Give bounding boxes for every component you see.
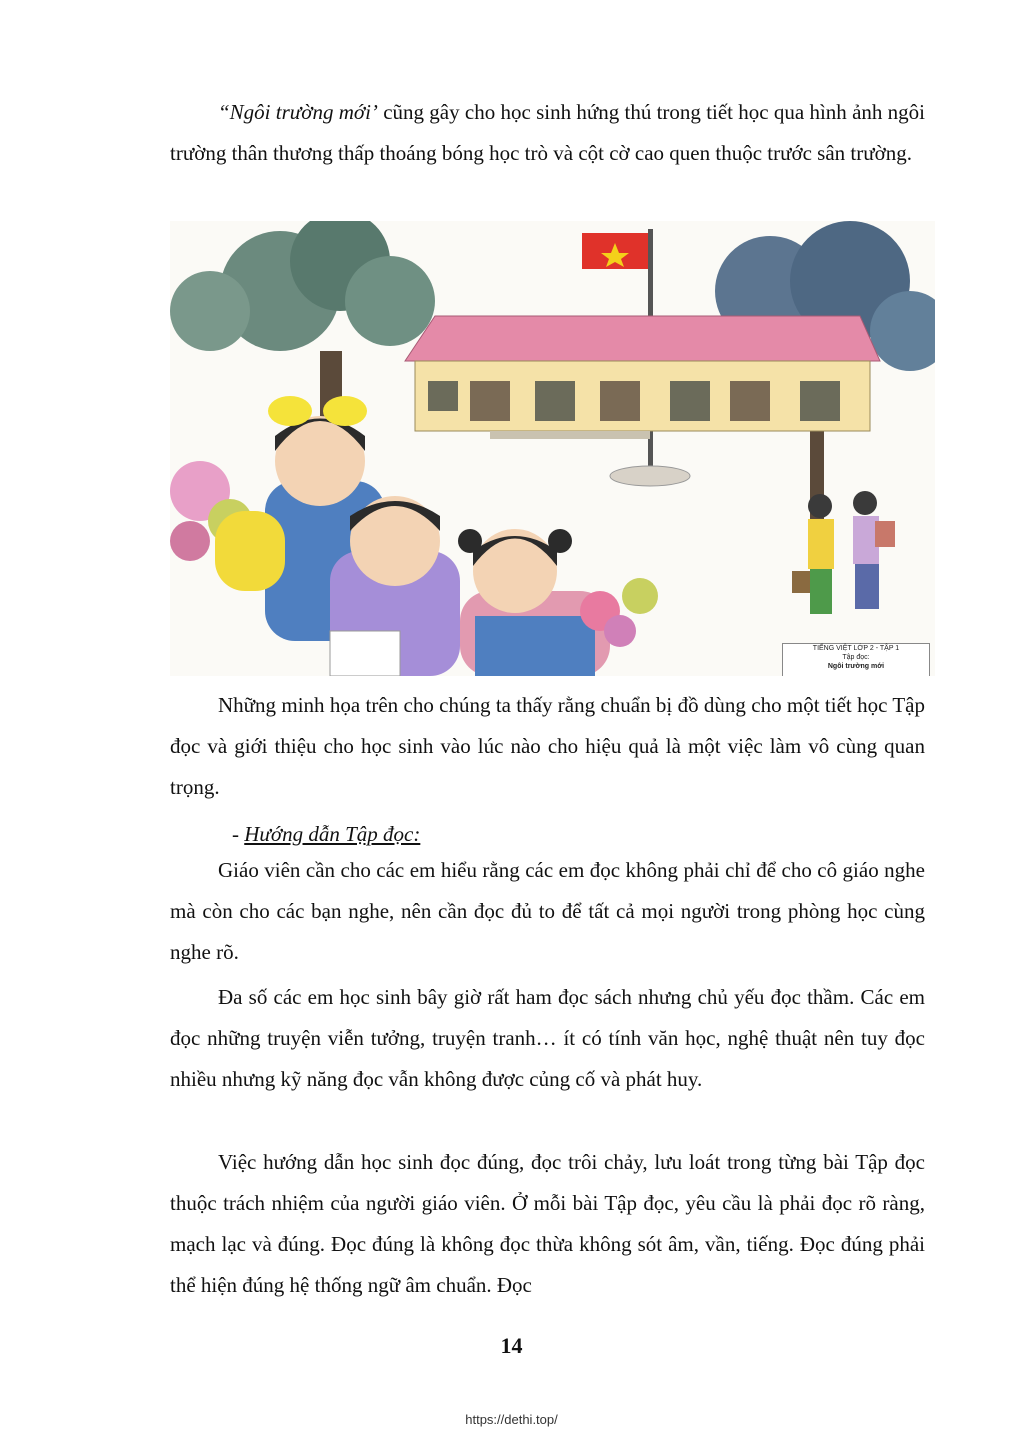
section-heading-dash: - [232,822,245,846]
paragraph-intro-text: cũng gây cho học sinh hứng thú trong tiết học qua hình ảnh ngôi trường thân thương thấp thoáng bóng học trò và cột cờ cao quen thuộc trước sân trường. [170,100,926,165]
paragraph-reading-habits: Đa số các em học sinh bây giờ rất ham đọc sách nhưng chủ yếu đọc thầm. Các em đọc những truyện viễn tưởng, truyện tranh… ít có tính văn học, nghệ thuật nên tuy đọc nhiều nhưng kỹ năng đọc vẫn không được củng cố và phát huy. [170,985,925,1091]
school-illustration [170,221,935,676]
paragraph-illustration-note: Những minh họa trên cho chúng ta thấy rằng chuẩn bị đồ dùng cho một tiết học Tập đọc và giới thiệu cho học sinh vào lúc nào cho hiệu quả là một việc làm vô cùng quan trọng. [170,693,925,799]
illustration-drawing [170,221,935,676]
caption-lesson-type: Tập đọc: [842,654,870,661]
caption-lesson-name: Ngôi trường mới [827,663,885,670]
lesson-title-quote: “Ngôi trường mới’ [218,100,378,124]
paragraph-intro [170,92,925,174]
footer-url: https://dethi.top/ [465,1412,558,1427]
page-number: 14 [500,1333,523,1358]
illustration-caption [782,643,930,676]
caption-book-title: TIẾNG VIỆT LỚP 2 - TẬP 1 [812,645,900,652]
paragraph-reading-aloud: Giáo viên cần cho các em hiểu rằng các em đọc không phải chỉ để cho cô giáo nghe mà còn cho các bạn nghe, nên cần đọc đủ to để tất cả mọi người trong phòng học cùng nghe rõ. [170,858,925,964]
paragraph-teacher-guidance: Việc hướng dẫn học sinh đọc đúng, đọc trôi chảy, lưu loát trong từng bài Tập đọc thuộc trách nhiệm của người giáo viên. Ở mỗi bài Tập đọc, yêu cầu là phải đọc rõ ràng, mạch lạc và đúng. Đọc đúng là không đọc thừa không sót âm, vần, tiếng. Đọc đúng phải thể hiện đúng hệ thống ngữ âm chuẩn. Đọc [170,1150,925,1297]
school-building [405,316,880,439]
section-heading [170,814,987,855]
section-heading-text: Hướng dẫn Tập đọc: [244,822,421,846]
